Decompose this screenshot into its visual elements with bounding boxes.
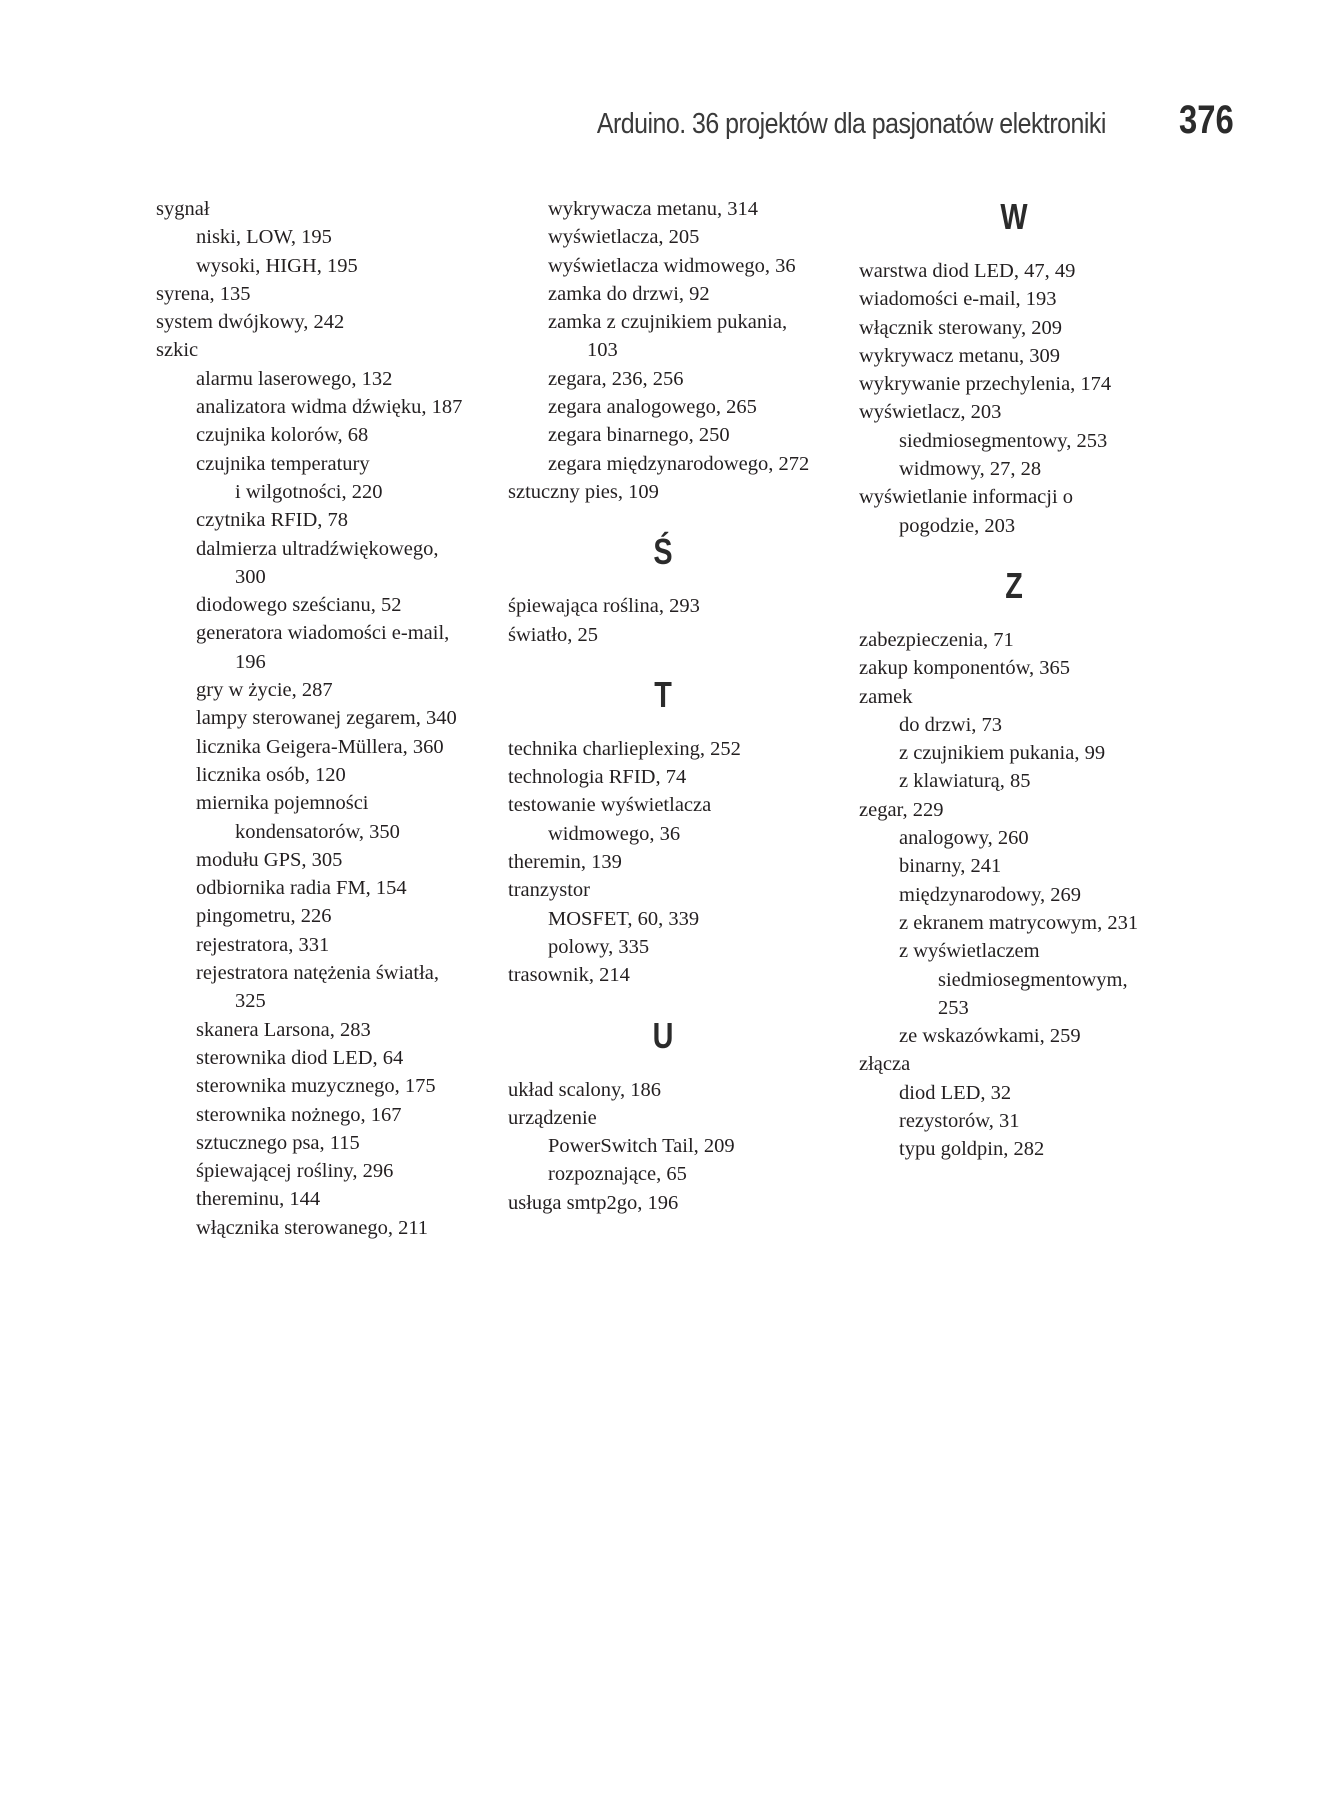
index-subentry: rozpoznające, 65 bbox=[548, 1163, 687, 1186]
index-subentry: wyświetlacza widmowego, 36 bbox=[548, 254, 796, 277]
index-entry: syrena, 135 bbox=[156, 282, 251, 305]
index-entry: układ scalony, 186 bbox=[508, 1078, 661, 1101]
index-subentry: typu goldpin, 282 bbox=[899, 1138, 1045, 1161]
index-subentry: dalmierza ultradźwiękowego, bbox=[196, 537, 439, 560]
index-subentry: zamka do drzwi, 92 bbox=[548, 282, 710, 305]
index-subentry: śpiewającej rośliny, 296 bbox=[196, 1160, 394, 1183]
index-subentry: lampy sterowanej zegarem, 340 bbox=[196, 707, 457, 730]
index-subentry: skanera Larsona, 283 bbox=[196, 1018, 371, 1041]
index-subentry: czujnika temperatury bbox=[196, 452, 370, 475]
index-subentry: generatora wiadomości e-mail, bbox=[196, 622, 450, 645]
index-section bbox=[508, 673, 848, 990]
index-entry: usługa smtp2go, 196 bbox=[508, 1191, 679, 1214]
index-section bbox=[859, 196, 1199, 540]
index-subentry: alarmu laserowego, 132 bbox=[196, 367, 393, 390]
index-entry: urządzenie bbox=[508, 1106, 597, 1129]
index-subentry: międzynarodowy, 269 bbox=[899, 883, 1081, 906]
index-subentry: z wyświetlaczem bbox=[899, 940, 1040, 963]
index-entry: sztuczny pies, 109 bbox=[508, 480, 659, 503]
index-subentry: ze wskazówkami, 259 bbox=[899, 1025, 1081, 1048]
index-entry: zabezpieczenia, 71 bbox=[859, 628, 1014, 651]
section-letter: Z bbox=[1005, 564, 1023, 606]
index-column-1 bbox=[156, 195, 496, 1242]
section-letter: Ś bbox=[653, 531, 673, 573]
index-subentry: wysoki, HIGH, 195 bbox=[196, 254, 358, 277]
index-subentry: widmowy, 27, 28 bbox=[899, 458, 1042, 481]
section-letter: T bbox=[654, 673, 672, 715]
index-subentry: 103 bbox=[587, 339, 618, 362]
index-subentry: włącznika sterowanego, 211 bbox=[196, 1216, 429, 1239]
index-entry: światło, 25 bbox=[508, 623, 598, 646]
index-subentry: gry w życie, 287 bbox=[196, 679, 333, 702]
index-column-2 bbox=[508, 195, 848, 1217]
index-entry: testowanie wyświetlacza bbox=[508, 794, 712, 817]
index-subentry: pogodzie, 203 bbox=[899, 514, 1016, 537]
index-subentry: i wilgotności, 220 bbox=[235, 480, 383, 503]
index-entry: trasownik, 214 bbox=[508, 964, 630, 987]
index-entry: wykrywacz metanu, 309 bbox=[859, 344, 1060, 367]
index-section bbox=[508, 195, 848, 506]
index-entry: włącznik sterowany, 209 bbox=[859, 316, 1063, 339]
index-subentry: PowerSwitch Tail, 209 bbox=[548, 1135, 735, 1158]
index-subentry: 300 bbox=[235, 565, 266, 588]
index-subentry: zegara, 236, 256 bbox=[548, 367, 684, 390]
section-letter: U bbox=[652, 1014, 674, 1056]
index-subentry: czytnika RFID, 78 bbox=[196, 509, 349, 532]
index-subentry: zegara międzynarodowego, 272 bbox=[548, 452, 810, 475]
index-entry: technika charlieplexing, 252 bbox=[508, 737, 741, 760]
index-subentry: binarny, 241 bbox=[899, 855, 1002, 878]
index-column-3 bbox=[859, 195, 1199, 1164]
index-subentry: widmowego, 36 bbox=[548, 822, 681, 845]
index-entry: wyświetlacz, 203 bbox=[859, 401, 1002, 424]
index-subentry: sterownika muzycznego, 175 bbox=[196, 1075, 436, 1098]
index-subentry: sterownika nożnego, 167 bbox=[196, 1103, 402, 1126]
index-subentry: diod LED, 32 bbox=[899, 1081, 1012, 1104]
index-subentry: analogowy, 260 bbox=[899, 827, 1029, 850]
index-subentry: thereminu, 144 bbox=[196, 1188, 321, 1211]
index-subentry: niski, LOW, 195 bbox=[196, 226, 332, 249]
index-subentry: sterownika diod LED, 64 bbox=[196, 1046, 404, 1069]
index-subentry: siedmiosegmentowy, 253 bbox=[899, 429, 1108, 452]
index-section bbox=[508, 531, 848, 649]
index-entry: śpiewająca roślina, 293 bbox=[508, 595, 700, 618]
index-subentry: diodowego sześcianu, 52 bbox=[196, 594, 402, 617]
index-subentry: rezystorów, 31 bbox=[899, 1110, 1020, 1133]
index-entry: zakup komponentów, 365 bbox=[859, 657, 1071, 680]
index-entry: theremin, 139 bbox=[508, 851, 622, 874]
index-subentry: polowy, 335 bbox=[548, 935, 650, 958]
index-entry: wykrywanie przechylenia, 174 bbox=[859, 373, 1112, 396]
index-subentry: do drzwi, 73 bbox=[899, 713, 1003, 736]
running-header-title: Arduino. 36 projektów dla pasjonatów elektroniki bbox=[597, 108, 1106, 140]
index-subentry: licznika osób, 120 bbox=[196, 763, 346, 786]
index-subentry: zegara analogowego, 265 bbox=[548, 396, 757, 419]
index-subentry: z czujnikiem pukania, 99 bbox=[899, 742, 1106, 765]
index-subentry: czujnika kolorów, 68 bbox=[196, 424, 369, 447]
index-entry: szkic bbox=[156, 339, 199, 362]
index-subentry: wyświetlacza, 205 bbox=[548, 226, 700, 249]
index-entry: technologia RFID, 74 bbox=[508, 766, 687, 789]
index-subentry: rejestratora, 331 bbox=[196, 933, 330, 956]
index-entry: sygnał bbox=[156, 198, 210, 220]
index-subentry: wykrywacza metanu, 314 bbox=[548, 198, 759, 220]
index-subentry: 325 bbox=[235, 990, 266, 1013]
index-entry: zegar, 229 bbox=[859, 798, 944, 821]
index-subentry: rejestratora natężenia światła, bbox=[196, 962, 440, 985]
index-subentry: analizatora widma dźwięku, 187 bbox=[196, 396, 463, 419]
index-subentry: miernika pojemności bbox=[196, 792, 369, 815]
index-subentry: zamka z czujnikiem pukania, bbox=[548, 311, 788, 334]
index-entry: złącza bbox=[859, 1053, 911, 1076]
index-entry: system dwójkowy, 242 bbox=[156, 311, 345, 334]
index-entry: zamek bbox=[859, 685, 913, 708]
index-subentry: z ekranem matrycowym, 231 bbox=[899, 911, 1139, 934]
index-section bbox=[859, 564, 1199, 1164]
page-number: 376 bbox=[1179, 98, 1234, 142]
index-subentry: zegara binarnego, 250 bbox=[548, 424, 730, 447]
index-subentry: sztucznego psa, 115 bbox=[196, 1131, 360, 1154]
index-subentry: 196 bbox=[235, 650, 266, 673]
index-entry: tranzystor bbox=[508, 879, 590, 902]
index-subentry: MOSFET, 60, 339 bbox=[548, 907, 700, 930]
index-subentry: kondensatorów, 350 bbox=[235, 820, 400, 843]
index-subentry: modułu GPS, 305 bbox=[196, 848, 343, 871]
index-subentry: 253 bbox=[938, 996, 969, 1019]
running-header bbox=[0, 98, 1234, 150]
index-section bbox=[156, 195, 496, 1242]
index-entry: wiadomości e-mail, 193 bbox=[859, 288, 1057, 311]
index-subentry: pingometru, 226 bbox=[196, 905, 332, 928]
index-section bbox=[508, 1014, 848, 1217]
index-subentry: odbiornika radia FM, 154 bbox=[196, 877, 407, 900]
index-entry: wyświetlanie informacji o bbox=[859, 486, 1074, 509]
section-letter: W bbox=[1000, 196, 1028, 237]
index-subentry: licznika Geigera-Müllera, 360 bbox=[196, 735, 444, 758]
index-subentry: z klawiaturą, 85 bbox=[899, 770, 1031, 793]
index-entry: warstwa diod LED, 47, 49 bbox=[859, 260, 1076, 282]
index-subentry: siedmiosegmentowym, bbox=[938, 968, 1128, 991]
